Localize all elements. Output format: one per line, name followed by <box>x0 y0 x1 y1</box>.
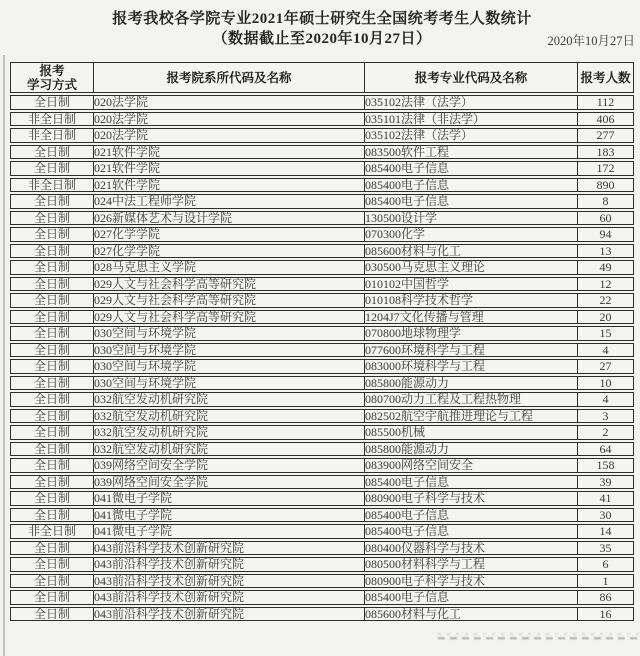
table-row <box>10 574 634 589</box>
cell-study-mode: 全日制 <box>10 409 94 424</box>
cell-study-mode: 全日制 <box>10 376 94 391</box>
table-row <box>10 227 634 242</box>
cell-department: 043前沿科学技术创新研究院 <box>94 541 365 556</box>
header-major: 报考专业代码及名称 <box>365 62 578 93</box>
cell-department: 020法学院 <box>94 112 365 127</box>
cell-department: 027化学学院 <box>94 244 365 259</box>
cell-study-mode: 全日制 <box>10 293 94 308</box>
cell-count: 30 <box>578 508 634 523</box>
cell-department: 043前沿科学技术创新研究院 <box>94 574 365 589</box>
page-subtitle: （数据截止至2020年10月27日） <box>212 31 432 47</box>
cell-major: 030500马克思主义理论 <box>365 260 578 275</box>
cell-department: 039网络空间安全学院 <box>94 458 365 473</box>
table-row <box>10 260 634 275</box>
cell-major: 035102法律（法学） <box>365 95 578 110</box>
cell-study-mode: 非全日制 <box>10 128 94 143</box>
cell-department: 043前沿科学技术创新研究院 <box>94 557 365 572</box>
cell-count: 1 <box>578 574 634 589</box>
cell-department: 041微电子学院 <box>94 508 365 523</box>
cell-major: 083500软件工程 <box>365 145 578 160</box>
table-row <box>10 145 634 160</box>
cell-count: 3 <box>578 409 634 424</box>
cell-study-mode: 全日制 <box>10 260 94 275</box>
cell-department: 032航空发动机研究院 <box>94 409 365 424</box>
cell-study-mode: 全日制 <box>10 211 94 226</box>
table-row <box>10 425 634 440</box>
table-row <box>10 590 634 605</box>
cell-study-mode: 非全日制 <box>10 524 94 539</box>
cell-major: 085800能源动力 <box>365 442 578 457</box>
cell-major: 085600材料与化工 <box>365 607 578 622</box>
cell-count: 94 <box>578 227 634 242</box>
cell-department: 043前沿科学技术创新研究院 <box>94 607 365 622</box>
table-row <box>10 607 634 622</box>
cell-count: 39 <box>578 475 634 490</box>
header-study-mode-line2: 学习方式 <box>26 77 77 92</box>
table-row <box>10 293 634 308</box>
cell-study-mode: 非全日制 <box>10 112 94 127</box>
cell-major: 080700动力工程及工程热物理 <box>365 392 578 407</box>
cell-department: 030空间与环境学院 <box>94 326 365 341</box>
cell-study-mode: 全日制 <box>10 392 94 407</box>
cell-count: 13 <box>578 244 634 259</box>
cell-study-mode: 全日制 <box>10 359 94 374</box>
cell-department: 029人文与社会科学高等研究院 <box>94 310 365 325</box>
report-date: 2020年10月27日 <box>547 34 635 48</box>
cell-department: 029人文与社会科学高等研究院 <box>94 277 365 292</box>
cell-department: 030空间与环境学院 <box>94 376 365 391</box>
cell-major: 085400电子信息 <box>365 178 578 193</box>
cell-study-mode: 全日制 <box>10 95 94 110</box>
table-row <box>10 112 634 127</box>
cell-count: 10 <box>578 376 634 391</box>
cell-major: 083000环境科学与工程 <box>365 359 578 374</box>
cell-department: 030空间与环境学院 <box>94 343 365 358</box>
cell-count: 4 <box>578 392 634 407</box>
cell-major: 085400电子信息 <box>365 194 578 209</box>
table-row <box>10 244 634 259</box>
cell-count: 27 <box>578 359 634 374</box>
cell-department: 029人文与社会科学高等研究院 <box>94 293 365 308</box>
cell-count: 4 <box>578 343 634 358</box>
cell-count: 86 <box>578 590 634 605</box>
table-row <box>10 161 634 176</box>
cell-major: 085400电子信息 <box>365 161 578 176</box>
cell-department: 021软件学院 <box>94 178 365 193</box>
table-row <box>10 310 634 325</box>
cell-count: 15 <box>578 326 634 341</box>
cell-major: 080500材料科学与工程 <box>365 557 578 572</box>
cell-department: 020法学院 <box>94 128 365 143</box>
cell-department: 041微电子学院 <box>94 524 365 539</box>
header-department: 报考院系所代码及名称 <box>94 62 365 93</box>
table-row <box>10 326 634 341</box>
cell-study-mode: 非全日制 <box>10 178 94 193</box>
cell-count: 12 <box>578 277 634 292</box>
cell-major: 035101法律（非法学） <box>365 112 578 127</box>
cell-count: 16 <box>578 607 634 622</box>
cell-study-mode: 全日制 <box>10 574 94 589</box>
cell-count: 172 <box>578 161 634 176</box>
table-row <box>10 475 634 490</box>
cell-count: 183 <box>578 145 634 160</box>
cell-department: 024中法工程师学院 <box>94 194 365 209</box>
cell-count: 41 <box>578 491 634 506</box>
cell-department: 026新媒体艺术与设计学院 <box>94 211 365 226</box>
cell-count: 60 <box>578 211 634 226</box>
table-row <box>10 524 634 539</box>
cell-major: 082502航空宇航推进理论与工程 <box>365 409 578 424</box>
cell-major: 130500设计学 <box>365 211 578 226</box>
cell-major: 070300化学 <box>365 227 578 242</box>
table-row <box>10 541 634 556</box>
cell-study-mode: 全日制 <box>10 277 94 292</box>
cell-major: 080900电子科学与技术 <box>365 491 578 506</box>
cell-study-mode: 全日制 <box>10 508 94 523</box>
cell-department: 032航空发动机研究院 <box>94 392 365 407</box>
table-row <box>10 277 634 292</box>
cell-major: 070800地球物理学 <box>365 326 578 341</box>
table-row <box>10 409 634 424</box>
table-row <box>10 392 634 407</box>
cell-study-mode: 全日制 <box>10 458 94 473</box>
cell-major: 085400电子信息 <box>365 590 578 605</box>
cell-count: 158 <box>578 458 634 473</box>
cell-study-mode: 全日制 <box>10 326 94 341</box>
cell-study-mode: 全日制 <box>10 491 94 506</box>
cell-department: 041微电子学院 <box>94 491 365 506</box>
cell-study-mode: 全日制 <box>10 442 94 457</box>
cell-count: 112 <box>578 95 634 110</box>
cell-department: 039网络空间安全学院 <box>94 475 365 490</box>
cell-count: 14 <box>578 524 634 539</box>
cell-study-mode: 全日制 <box>10 607 94 622</box>
cell-major: 080900电子科学与技术 <box>365 574 578 589</box>
cell-study-mode: 全日制 <box>10 145 94 160</box>
header-count: 报考人数 <box>578 62 634 93</box>
header-study-mode <box>10 62 94 93</box>
table-row <box>10 442 634 457</box>
cell-study-mode: 全日制 <box>10 557 94 572</box>
cell-study-mode: 全日制 <box>10 541 94 556</box>
cell-count: 35 <box>578 541 634 556</box>
cell-major: 085400电子信息 <box>365 508 578 523</box>
cell-count: 277 <box>578 128 634 143</box>
cell-major: 085600材料与化工 <box>365 244 578 259</box>
table-row <box>10 178 634 193</box>
cell-major: 035102法律（法学） <box>365 128 578 143</box>
cell-count: 406 <box>578 112 634 127</box>
cell-major: 080400仪器科学与技术 <box>365 541 578 556</box>
cell-major: 085400电子信息 <box>365 475 578 490</box>
cell-count: 8 <box>578 194 634 209</box>
cell-study-mode: 全日制 <box>10 310 94 325</box>
cell-department: 020法学院 <box>94 95 365 110</box>
cell-study-mode: 全日制 <box>10 227 94 242</box>
cell-count: 64 <box>578 442 634 457</box>
cell-count: 2 <box>578 425 634 440</box>
applicants-table <box>10 60 634 623</box>
cell-study-mode: 全日制 <box>10 425 94 440</box>
cell-major: 085800能源动力 <box>365 376 578 391</box>
cell-count: 20 <box>578 310 634 325</box>
cell-department: 021软件学院 <box>94 161 365 176</box>
cell-count: 890 <box>578 178 634 193</box>
cell-department: 032航空发动机研究院 <box>94 442 365 457</box>
table-row <box>10 211 634 226</box>
watermark <box>438 633 640 641</box>
cell-department: 043前沿科学技术创新研究院 <box>94 590 365 605</box>
table-row <box>10 458 634 473</box>
cell-major: 1204J7文化传播与管理 <box>365 310 578 325</box>
table-row <box>10 376 634 391</box>
cell-study-mode: 全日制 <box>10 475 94 490</box>
cell-major: 083900网络空间安全 <box>365 458 578 473</box>
page-title: 报考我校各学院专业2021年硕士研究生全国统考考生人数统计 <box>112 11 532 27</box>
cell-major: 010108科学技术哲学 <box>365 293 578 308</box>
table-header-row <box>10 62 634 93</box>
cell-study-mode: 全日制 <box>10 194 94 209</box>
table-row <box>10 359 634 374</box>
table-row <box>10 194 634 209</box>
cell-count: 49 <box>578 260 634 275</box>
cell-study-mode: 全日制 <box>10 244 94 259</box>
table-row <box>10 508 634 523</box>
cell-department: 021软件学院 <box>94 145 365 160</box>
cell-study-mode: 全日制 <box>10 590 94 605</box>
cell-department: 027化学学院 <box>94 227 365 242</box>
table-row <box>10 95 634 110</box>
cell-department: 030空间与环境学院 <box>94 359 365 374</box>
cell-count: 22 <box>578 293 634 308</box>
cell-count: 6 <box>578 557 634 572</box>
cell-department: 028马克思主义学院 <box>94 260 365 275</box>
cell-major: 085500机械 <box>365 425 578 440</box>
table-row <box>10 128 634 143</box>
cell-study-mode: 全日制 <box>10 343 94 358</box>
page-edge-line <box>3 55 5 656</box>
cell-department: 032航空发动机研究院 <box>94 425 365 440</box>
table-row <box>10 343 634 358</box>
cell-major: 085400电子信息 <box>365 524 578 539</box>
cell-major: 077600环境科学与工程 <box>365 343 578 358</box>
table-row <box>10 557 634 572</box>
cell-major: 010102中国哲学 <box>365 277 578 292</box>
table-row <box>10 491 634 506</box>
cell-study-mode: 全日制 <box>10 161 94 176</box>
header-study-mode-line1: 报考 <box>39 63 65 78</box>
